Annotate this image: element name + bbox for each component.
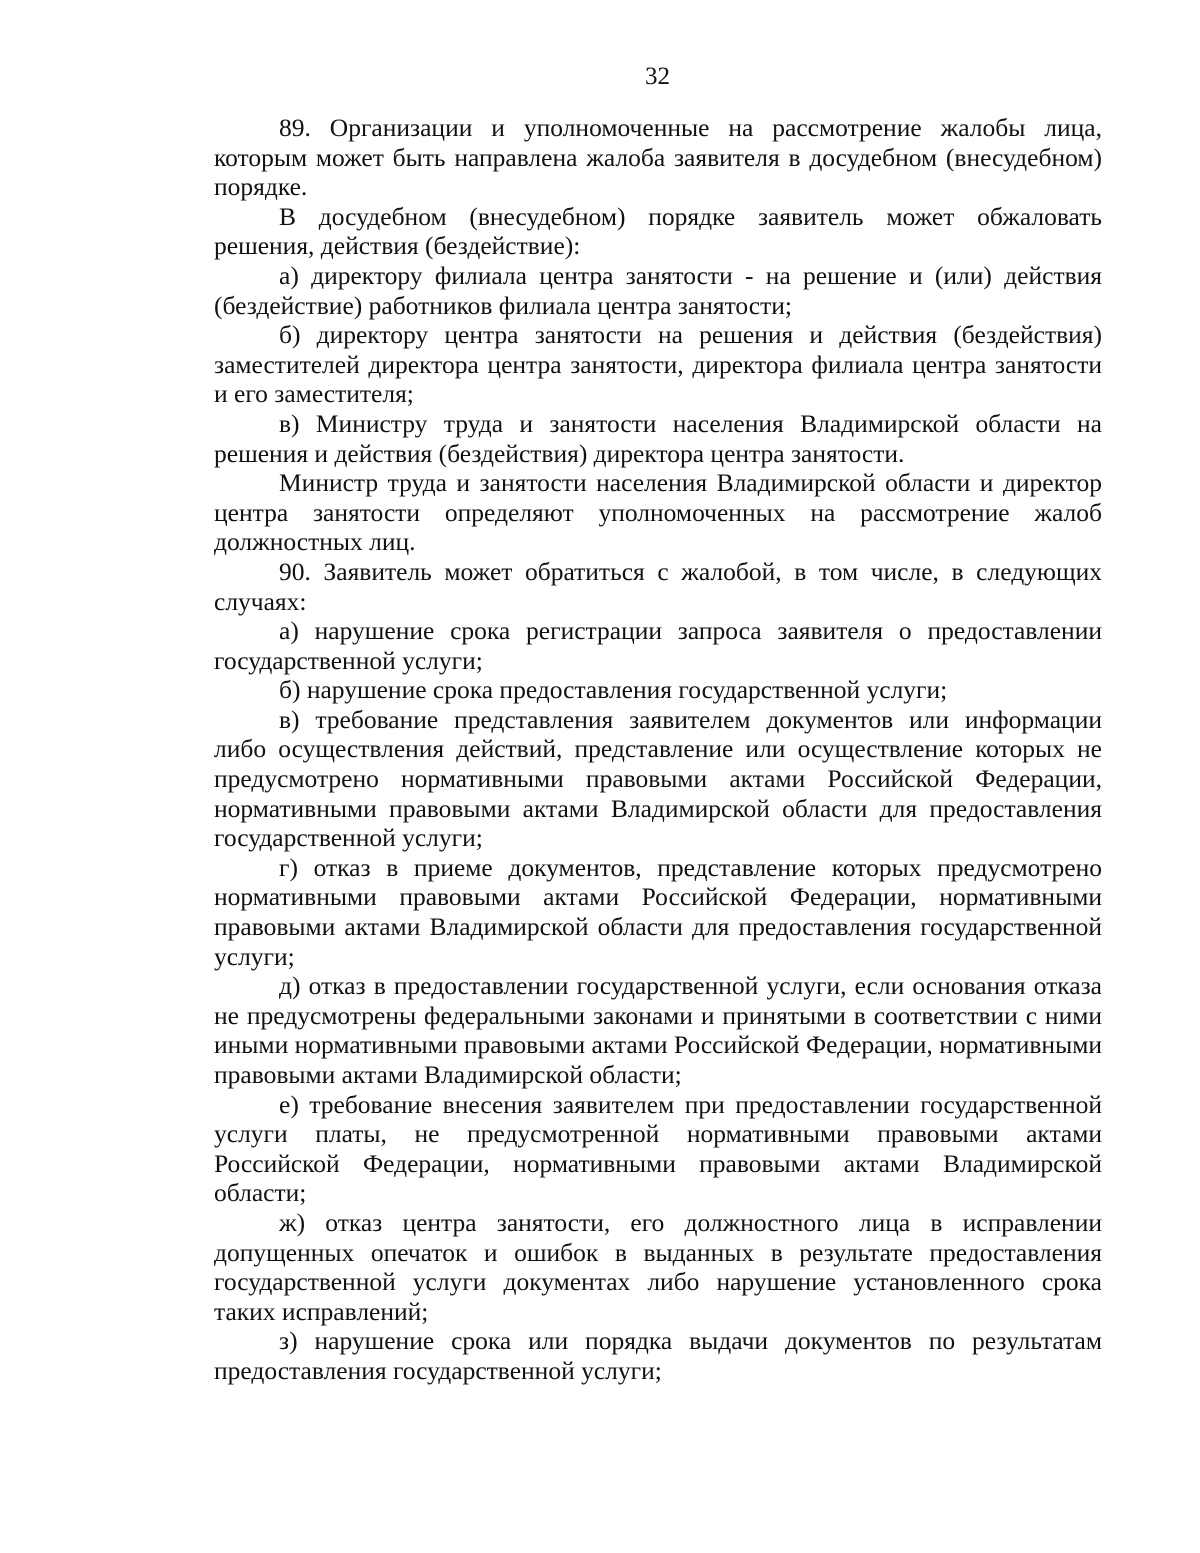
paragraph-89-a: а) директору филиала центра занятости - на решение и (или) действия (бездействие) работников филиала центра занятости; bbox=[214, 260, 1102, 320]
paragraph-90-zh: ж) отказ центра занятости, его должностного лица в исправлении допущенных опечаток и ошибок в выданных в результате предоставления государственной услуги документах либо нарушение установленного срока таких исправлений; bbox=[214, 1207, 1102, 1326]
paragraph-89-v: в) Министру труда и занятости населения Владимирской области на решения и действия (бездействия) директора центра занятости. bbox=[214, 408, 1102, 468]
paragraph-90-d: д) отказ в предоставлении государственной услуги, если основания отказа не предусмотрены федеральными законами и принятыми в соответствии с ними иными нормативными правовыми актами Российской Федерации, нормативными правовыми актами Владимирской области; bbox=[214, 971, 1102, 1089]
paragraph-90-header: 90. Заявитель может обратиться с жалобой, в том числе, в следующих случаях: bbox=[214, 556, 1102, 616]
paragraph-90-b: б) нарушение срока предоставления государственной услуги; bbox=[279, 675, 948, 705]
paragraph-89-header: 89. Организации и уполномоченные на рассмотрение жалобы лица, которым может быть направлена жалоба заявителя в досудебном (внесудебном) порядке. bbox=[214, 113, 1102, 202]
paragraph-minister: Министр труда и занятости населения Владимирской области и директор центра занятости определяют уполномоченных на рассмотрение жалоб должностных лиц. bbox=[214, 468, 1102, 557]
page-number: 32 bbox=[645, 63, 670, 90]
paragraph-90-a: а) нарушение срока регистрации запроса заявителя о предоставлении государственной услуги; bbox=[214, 616, 1102, 675]
paragraph-90-g: г) отказ в приеме документов, представление которых предусмотрено нормативными правовыми актами Российской Федерации, нормативными правовыми актами Владимирской области для предоставления государственной услуги; bbox=[214, 852, 1102, 971]
paragraph-89-b: б) директору центра занятости на решения и действия (бездействия) заместителей директора центра занятости, директора филиала центра занятости и его заместителя; bbox=[214, 320, 1102, 409]
document-body bbox=[214, 113, 1102, 1386]
paragraph-90-e: е) требование внесения заявителем при предоставлении государственной услуги платы, не предусмотренной нормативными правовыми актами Российской Федерации, нормативными правовыми актами Владимирской области; bbox=[214, 1089, 1102, 1208]
paragraph-90-v: в) требование представления заявителем документов или информации либо осуществления действий, представление или осуществление которых не предусмотрено нормативными правовыми актами Российской Федерации, нормативными правовыми актами Владимирской области для предоставления государственной услуги; bbox=[214, 704, 1102, 853]
paragraph-appeal-intro: В досудебном (внесудебном) порядке заявитель может обжаловать решения, действия (бездействие): bbox=[214, 201, 1102, 261]
paragraph-90-z: з) нарушение срока или порядка выдачи документов по результатам предоставления государственной услуги; bbox=[214, 1326, 1102, 1385]
